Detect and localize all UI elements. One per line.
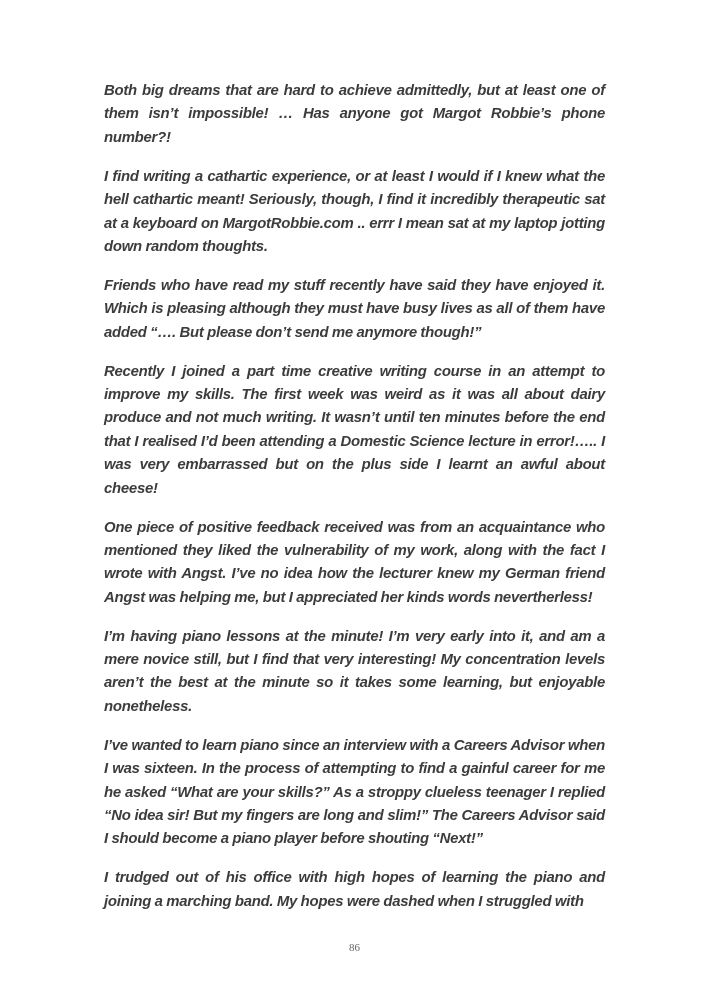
paragraph: I’ve wanted to learn piano since an interview with a Careers Advisor when I was sixteen. In the process of attempting to find a gainful career for me he asked “What are your skills?” As a stroppy clueless teenager I replied “No idea sir! But my fingers are long and slim!” The Careers Advisor said I should become a piano player before shouting “Next!”: [104, 737, 605, 848]
paragraph: I trudged out of his office with high hopes of learning the piano and joining a marching band. My hopes were dashed when I struggled with: [104, 870, 605, 910]
paragraph: Recently I joined a part time creative writing course in an attempt to improve my skills. The first week was weird as it was all about dairy produce and not much writing. It wasn’t until ten minutes before the end that I realised I’d been attending a Domestic Science lecture in error!….. I was very embarrassed but on the plus side I learnt an awful about cheese!: [104, 363, 605, 497]
page-number: 86: [349, 942, 360, 954]
paragraph: I find writing a cathartic experience, or at least I would if I knew what the hell cathartic meant! Seriously, though, I find it incredibly therapeutic sat at a keyboard on MargotRobbie.com .. errr I mean sat at my laptop jotting down random thoughts.: [104, 168, 605, 255]
paragraph: Both big dreams that are hard to achieve admittedly, but at least one of them isn’t impossible! … Has anyone got Margot Robbie’s phone number?!: [104, 83, 605, 146]
page-body: [104, 80, 605, 930]
paragraph: I’m having piano lessons at the minute! I’m very early into it, and am a mere novice still, but I find that very interesting! My concentration levels aren’t the best at the minute so it takes some learning, but enjoyable nonetheless.: [104, 628, 605, 715]
paragraph: Friends who have read my stuff recently have said they have enjoyed it. Which is pleasing although they must have busy lives as all of them have added “…. But please don’t send me anymore though!”: [104, 277, 605, 341]
paragraph: One piece of positive feedback received was from an acquaintance who mentioned they liked the vulnerability of my work, along with the fact I wrote with Angst. I’ve no idea how the lecturer knew my German friend Angst was helping me, but I appreciated her kinds words nevertherless!: [104, 519, 605, 606]
